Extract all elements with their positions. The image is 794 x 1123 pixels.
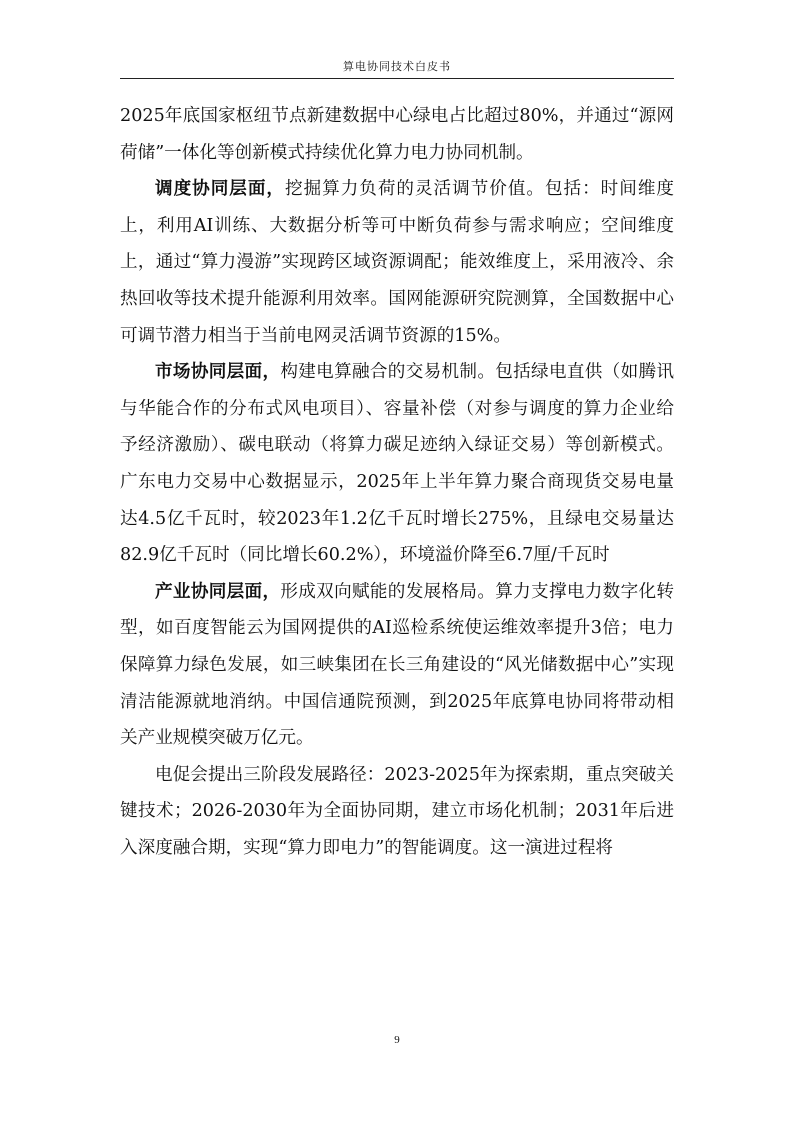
paragraph-text: 电促会提出三阶段发展路径：2023-2025年为探索期，重点突破关键技术；2026-2030年为全面协同期，建立市场化机制；2031年后进入深度融合期，实现“算力即电力”的智能调度。这一演进过程将 xyxy=(120,764,674,858)
paragraph-lead: 产业协同层面， xyxy=(155,580,281,602)
page-number: 9 xyxy=(394,1034,400,1046)
paragraph-dispatch-coordination xyxy=(120,171,674,354)
document-body xyxy=(120,98,674,866)
paragraph-intro xyxy=(120,98,674,171)
paragraph-text: 2025年底国家枢纽节点新建数据中心绿电占比超过80%，并通过“源网荷储”一体化等创新模式持续优化算力电力协同机制。 xyxy=(120,106,674,163)
paragraph-industry-coordination xyxy=(120,574,674,757)
header-divider xyxy=(120,78,674,79)
paragraph-lead: 调度协同层面， xyxy=(155,178,285,200)
paragraph-text: 挖掘算力负荷的灵活调节价值。包括：时间维度上，利用AI训练、大数据分析等可中断负荷参与需求响应；空间维度上，通过“算力漫游”实现跨区域资源调配；能效维度上，采用液冷、余热回收等技术提升能源利用效率。国网能源研究院测算，全国数据中心可调节潜力相当于当前电网灵活调节资源的15%。 xyxy=(120,179,674,346)
paragraph-text: 构建电算融合的交易机制。包括绿电直供（如腾讯与华能合作的分布式风电项目）、容量补偿（对参与调度的算力企业给予经济激励）、碳电联动（将算力碳足迹纳入绿证交易）等创新模式。广东电力交易中心数据显示，2025年上半年算力聚合商现货交易电量达4.5亿千瓦时，较2023年1.2亿千瓦时增长275%，且绿电交易量达82.9亿千瓦时（同比增长60.2%），环境溢价降至6.7厘/千瓦时 xyxy=(120,362,674,566)
paragraph-development-path xyxy=(120,757,674,867)
paragraph-market-coordination xyxy=(120,354,674,574)
running-header-title: 算电协同技术白皮书 xyxy=(343,60,451,73)
paragraph-text: 形成双向赋能的发展格局。算力支撑电力数字化转型，如百度智能云为国网提供的AI巡检系统使运维效率提升3倍；电力保障算力绿色发展，如三峡集团在长三角建设的“风光储数据中心”实现清洁能源就地消纳。中国信通院预测，到2025年底算电协同将带动相关产业规模突破万亿元。 xyxy=(120,581,674,749)
paragraph-lead: 市场协同层面， xyxy=(155,361,281,383)
